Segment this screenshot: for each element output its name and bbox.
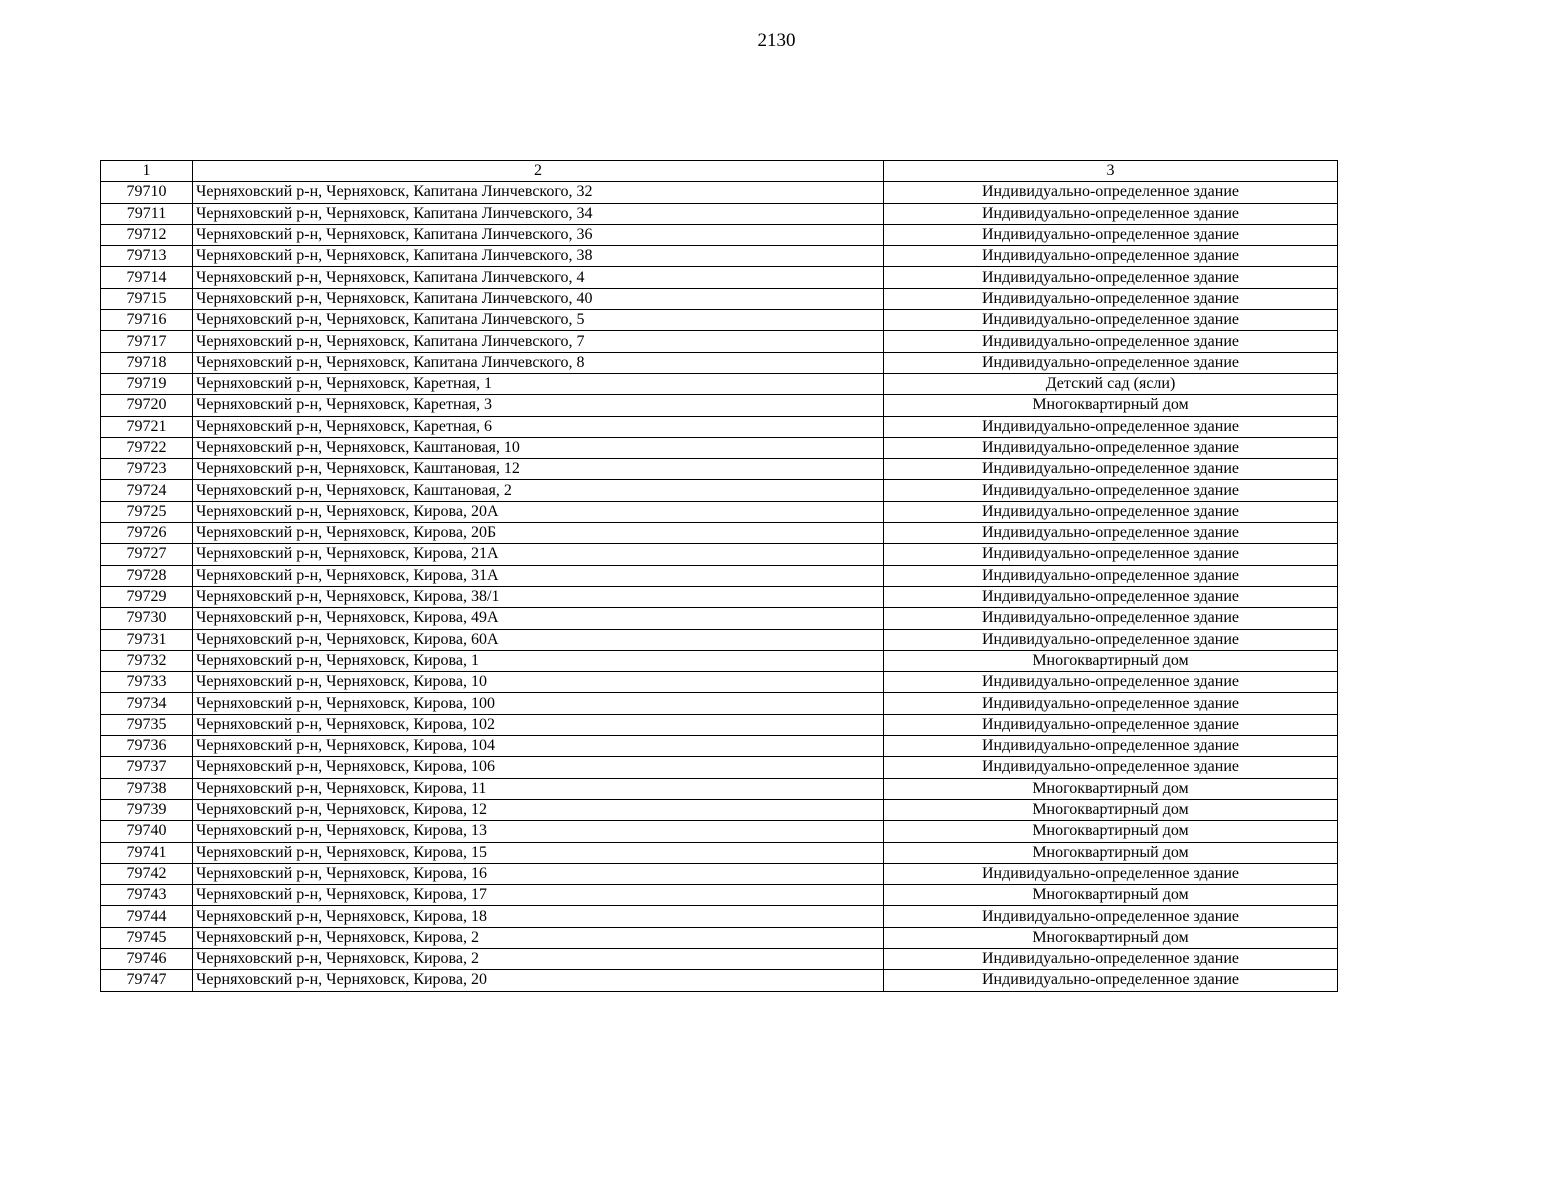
row-object-type: Многоквартирный дом (884, 799, 1338, 820)
row-number: 79721 (101, 416, 193, 437)
row-number: 79720 (101, 395, 193, 416)
row-number: 79710 (101, 182, 193, 203)
row-object-type: Индивидуально-определенное здание (884, 224, 1338, 245)
row-object-type: Индивидуально-определенное здание (884, 480, 1338, 501)
row-number: 79711 (101, 203, 193, 224)
row-number: 79715 (101, 288, 193, 309)
table-row (101, 799, 1338, 820)
row-number: 79728 (101, 565, 193, 586)
row-object-type: Индивидуально-определенное здание (884, 459, 1338, 480)
row-address: Черняховский р-н, Черняховск, Капитана Линчевского, 5 (193, 310, 884, 331)
row-address: Черняховский р-н, Черняховск, Капитана Линчевского, 4 (193, 267, 884, 288)
table-row (101, 927, 1338, 948)
registry-table (100, 160, 1338, 992)
table-row (101, 288, 1338, 309)
row-address: Черняховский р-н, Черняховск, Кирова, 1 (193, 650, 884, 671)
table-row (101, 416, 1338, 437)
row-address: Черняховский р-н, Черняховск, Кирова, 100 (193, 693, 884, 714)
table-row (101, 246, 1338, 267)
row-address: Черняховский р-н, Черняховск, Каштановая, 10 (193, 437, 884, 458)
row-object-type: Индивидуально-определенное здание (884, 182, 1338, 203)
row-number: 79736 (101, 736, 193, 757)
row-number: 79716 (101, 310, 193, 331)
row-object-type: Индивидуально-определенное здание (884, 437, 1338, 458)
table-row (101, 757, 1338, 778)
table-row (101, 842, 1338, 863)
row-object-type: Индивидуально-определенное здание (884, 288, 1338, 309)
row-address: Черняховский р-н, Черняховск, Капитана Линчевского, 40 (193, 288, 884, 309)
row-number: 79737 (101, 757, 193, 778)
row-object-type: Индивидуально-определенное здание (884, 501, 1338, 522)
row-address: Черняховский р-н, Черняховск, Капитана Линчевского, 36 (193, 224, 884, 245)
row-number: 79724 (101, 480, 193, 501)
row-number: 79746 (101, 948, 193, 969)
row-number: 79739 (101, 799, 193, 820)
row-number: 79740 (101, 821, 193, 842)
row-object-type: Индивидуально-определенное здание (884, 736, 1338, 757)
row-number: 79717 (101, 331, 193, 352)
row-object-type: Индивидуально-определенное здание (884, 693, 1338, 714)
row-object-type: Индивидуально-определенное здание (884, 586, 1338, 607)
row-address: Черняховский р-н, Черняховск, Капитана Линчевского, 8 (193, 352, 884, 373)
table-row (101, 373, 1338, 394)
row-number: 79713 (101, 246, 193, 267)
row-object-type: Индивидуально-определенное здание (884, 310, 1338, 331)
row-address: Черняховский р-н, Черняховск, Кирова, 15 (193, 842, 884, 863)
table-header (101, 161, 1338, 182)
row-number: 79744 (101, 906, 193, 927)
row-object-type: Индивидуально-определенное здание (884, 523, 1338, 544)
row-address: Черняховский р-н, Черняховск, Каштановая, 2 (193, 480, 884, 501)
table-row (101, 629, 1338, 650)
row-address: Черняховский р-н, Черняховск, Кирова, 106 (193, 757, 884, 778)
row-object-type: Индивидуально-определенное здание (884, 970, 1338, 991)
table-row (101, 437, 1338, 458)
row-object-type: Индивидуально-определенное здание (884, 246, 1338, 267)
row-address: Черняховский р-н, Черняховск, Кирова, 21А (193, 544, 884, 565)
row-number: 79733 (101, 672, 193, 693)
row-address: Черняховский р-н, Черняховск, Кирова, 102 (193, 714, 884, 735)
row-address: Черняховский р-н, Черняховск, Кирова, 60А (193, 629, 884, 650)
row-number: 79741 (101, 842, 193, 863)
table-row (101, 608, 1338, 629)
row-object-type: Многоквартирный дом (884, 650, 1338, 671)
table-row (101, 224, 1338, 245)
row-object-type: Индивидуально-определенное здание (884, 331, 1338, 352)
row-address: Черняховский р-н, Черняховск, Кирова, 104 (193, 736, 884, 757)
row-address: Черняховский р-н, Черняховск, Кирова, 38/1 (193, 586, 884, 607)
row-number: 79714 (101, 267, 193, 288)
table-row (101, 480, 1338, 501)
row-address: Черняховский р-н, Черняховск, Кирова, 2 (193, 948, 884, 969)
row-object-type: Индивидуально-определенное здание (884, 544, 1338, 565)
table-row (101, 501, 1338, 522)
table-row (101, 544, 1338, 565)
table-row (101, 863, 1338, 884)
row-address: Черняховский р-н, Черняховск, Капитана Линчевского, 38 (193, 246, 884, 267)
row-object-type: Многоквартирный дом (884, 395, 1338, 416)
table-row (101, 714, 1338, 735)
row-number: 79723 (101, 459, 193, 480)
row-address: Черняховский р-н, Черняховск, Капитана Линчевского, 7 (193, 331, 884, 352)
row-address: Черняховский р-н, Черняховск, Кирова, 16 (193, 863, 884, 884)
row-object-type: Индивидуально-определенное здание (884, 906, 1338, 927)
row-object-type: Многоквартирный дом (884, 821, 1338, 842)
row-object-type: Индивидуально-определенное здание (884, 352, 1338, 373)
row-object-type: Индивидуально-определенное здание (884, 863, 1338, 884)
row-number: 79726 (101, 523, 193, 544)
row-address: Черняховский р-н, Черняховск, Каретная, 1 (193, 373, 884, 394)
row-number: 79712 (101, 224, 193, 245)
row-address: Черняховский р-н, Черняховск, Кирова, 20 (193, 970, 884, 991)
table-row (101, 182, 1338, 203)
row-number: 79742 (101, 863, 193, 884)
table-row (101, 523, 1338, 544)
table-row (101, 331, 1338, 352)
row-number: 79725 (101, 501, 193, 522)
table-row (101, 650, 1338, 671)
row-object-type: Индивидуально-определенное здание (884, 203, 1338, 224)
row-number: 79727 (101, 544, 193, 565)
row-number: 79747 (101, 970, 193, 991)
row-number: 79718 (101, 352, 193, 373)
row-number: 79743 (101, 885, 193, 906)
table-row (101, 203, 1338, 224)
row-object-type: Многоквартирный дом (884, 842, 1338, 863)
row-object-type: Индивидуально-определенное здание (884, 608, 1338, 629)
row-address: Черняховский р-н, Черняховск, Кирова, 13 (193, 821, 884, 842)
row-address: Черняховский р-н, Черняховск, Кирова, 10 (193, 672, 884, 693)
page-number: 2130 (757, 30, 796, 51)
row-address: Черняховский р-н, Черняховск, Каштановая, 12 (193, 459, 884, 480)
row-address: Черняховский р-н, Черняховск, Кирова, 2 (193, 927, 884, 948)
row-address: Черняховский р-н, Черняховск, Капитана Линчевского, 32 (193, 182, 884, 203)
row-address: Черняховский р-н, Черняховск, Кирова, 12 (193, 799, 884, 820)
row-address: Черняховский р-н, Черняховск, Капитана Линчевского, 34 (193, 203, 884, 224)
row-address: Черняховский р-н, Черняховск, Кирова, 17 (193, 885, 884, 906)
row-object-type: Индивидуально-определенное здание (884, 714, 1338, 735)
table-row (101, 885, 1338, 906)
row-object-type: Детский сад (ясли) (884, 373, 1338, 394)
row-address: Черняховский р-н, Черняховск, Кирова, 49А (193, 608, 884, 629)
row-number: 79719 (101, 373, 193, 394)
table-row (101, 565, 1338, 586)
row-address: Черняховский р-н, Черняховск, Кирова, 18 (193, 906, 884, 927)
row-number: 79734 (101, 693, 193, 714)
table-row (101, 267, 1338, 288)
row-object-type: Индивидуально-определенное здание (884, 672, 1338, 693)
header-col-2: 2 (193, 161, 884, 182)
row-object-type: Индивидуально-определенное здание (884, 416, 1338, 437)
row-address: Черняховский р-н, Черняховск, Кирова, 31А (193, 565, 884, 586)
row-number: 79731 (101, 629, 193, 650)
table-row (101, 352, 1338, 373)
row-address: Черняховский р-н, Черняховск, Каретная, 6 (193, 416, 884, 437)
table-row (101, 672, 1338, 693)
row-object-type: Индивидуально-определенное здание (884, 267, 1338, 288)
table-row (101, 459, 1338, 480)
row-number: 79729 (101, 586, 193, 607)
row-address: Черняховский р-н, Черняховск, Каретная, 3 (193, 395, 884, 416)
row-object-type: Многоквартирный дом (884, 885, 1338, 906)
row-object-type: Индивидуально-определенное здание (884, 948, 1338, 969)
row-number: 79732 (101, 650, 193, 671)
row-object-type: Индивидуально-определенное здание (884, 565, 1338, 586)
row-object-type: Многоквартирный дом (884, 927, 1338, 948)
row-number: 79735 (101, 714, 193, 735)
table-row (101, 310, 1338, 331)
table-row (101, 906, 1338, 927)
table-row (101, 736, 1338, 757)
header-row (101, 161, 1338, 182)
row-number: 79745 (101, 927, 193, 948)
table-row (101, 970, 1338, 991)
row-number: 79738 (101, 778, 193, 799)
row-number: 79730 (101, 608, 193, 629)
table-row (101, 395, 1338, 416)
row-object-type: Индивидуально-определенное здание (884, 629, 1338, 650)
row-number: 79722 (101, 437, 193, 458)
table-row (101, 778, 1338, 799)
row-object-type: Индивидуально-определенное здание (884, 757, 1338, 778)
table-row (101, 948, 1338, 969)
header-col-1: 1 (101, 161, 193, 182)
row-object-type: Многоквартирный дом (884, 778, 1338, 799)
table-row (101, 693, 1338, 714)
table-row (101, 821, 1338, 842)
table-row (101, 586, 1338, 607)
row-address: Черняховский р-н, Черняховск, Кирова, 20А (193, 501, 884, 522)
row-address: Черняховский р-н, Черняховск, Кирова, 20Б (193, 523, 884, 544)
row-address: Черняховский р-н, Черняховск, Кирова, 11 (193, 778, 884, 799)
table-body (101, 182, 1338, 991)
header-col-3: 3 (884, 161, 1338, 182)
